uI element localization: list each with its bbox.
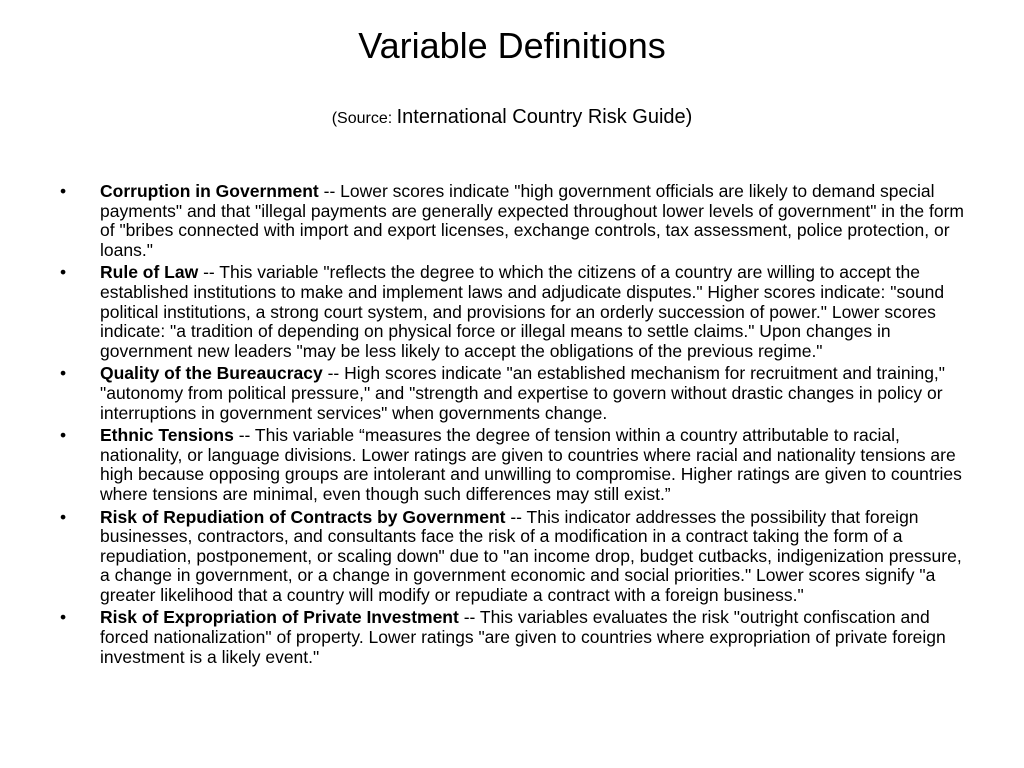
definition-text: -- High scores indicate "an established mechanism for recruitment and training," "autonomy from political pressure," and "strength and expertise to govern without drastic changes in policy or interruptions in government services" when governments change.: [100, 363, 946, 423]
definition-item-expropriation: [60, 608, 970, 667]
bullet-icon: •: [60, 262, 67, 283]
definition-term: Ethnic Tensions: [100, 425, 234, 446]
definition-item-rule-of-law: [60, 263, 970, 361]
definition-term: Risk of Expropriation of Private Investment: [100, 607, 459, 628]
bullet-icon: •: [60, 363, 67, 384]
bullet-icon: •: [60, 425, 67, 446]
definition-text: -- This variables evaluates the risk "outright confiscation and forced nationalization" of property. Lower ratings "are given to countries where expropriation of private foreign investment is a likely event.": [100, 607, 946, 667]
definition-item-corruption: [60, 182, 970, 260]
source-prefix: (Source:: [331, 110, 397, 127]
slide-title: Variable Definitions: [358, 25, 666, 66]
source-name: International Country Risk Guide): [396, 106, 693, 128]
definition-term: Corruption in Government: [100, 181, 319, 201]
definition-list: [60, 182, 970, 670]
definition-item-bureaucracy: [60, 364, 970, 423]
definition-term: Rule of Law: [100, 262, 199, 283]
definition-term: Risk of Repudiation of Contracts by Government: [100, 506, 506, 527]
bullet-icon: •: [60, 181, 67, 201]
bullet-icon: •: [60, 607, 67, 628]
definition-item-ethnic-tensions: [60, 426, 970, 504]
definition-text: -- This variable "reflects the degree to which the citizens of a country are willing to accept the established institutions to make and implement laws and adjudicate disputes." Higher scores indicate: "sound political institutions, a strong court system, and provisions for an orderly succession of power." Lower scores indicate: "a tradition of depending on physical force or illegal means to settle claims." Upon changes in government new leaders "may be less likely to accept the obligations of the previous regime.": [100, 262, 945, 361]
definition-text: -- Lower scores indicate "high government officials are likely to demand special payments" and that "illegal payments are generally expected throughout lower levels of government" in the form of "bribes connected with import and export licenses, exchange controls, tax assessment, police protection, or loans.": [100, 181, 964, 260]
definition-text: -- This variable “measures the degree of tension within a country attributable to racial, nationality, or language divisions. Lower ratings are given to countries where racial and nationality tensions are high because opposing groups are intolerant and unwilling to compromise. Higher ratings are given to countries where tensions are minimal, even though such differences may still exist.”: [100, 425, 962, 504]
definition-item-repudiation: [60, 508, 970, 606]
definition-term: Quality of the Bureaucracy: [100, 363, 323, 384]
bullet-icon: •: [60, 506, 67, 527]
source-line: [0, 104, 1024, 132]
definition-text: -- This indicator addresses the possibility that foreign businesses, contractors, and consultants face the risk of a modification in a contract taking the form of a repudiation, postponement, or scaling down" due to "an income drop, budget cutbacks, indigenization pressure, a change in government, or a change in government economic and social priorities." Lower scores signify "a greater likelihood that a country will modify or repudiate a contract with a foreign business.": [100, 506, 962, 605]
